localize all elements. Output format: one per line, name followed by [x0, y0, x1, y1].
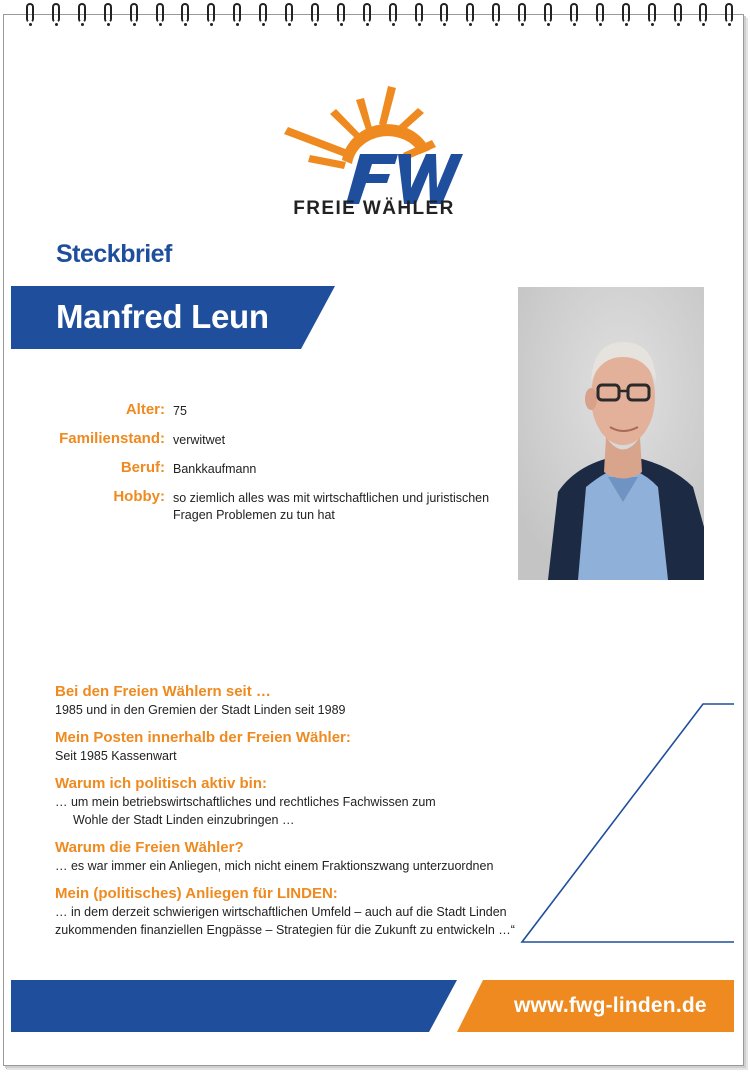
fact-value: Bankkaufmann: [173, 462, 257, 476]
person-name: Manfred Leun: [56, 298, 269, 335]
binding-coil: [285, 3, 293, 23]
answer-line: … um mein betriebswirtschaftliches und rechtliches Fachwissen zum: [55, 795, 436, 809]
binding-coil: [104, 3, 112, 23]
decorative-outline: [518, 700, 738, 950]
website-link[interactable]: www.fwg-linden.de: [514, 994, 707, 1017]
portrait-photo: [518, 287, 704, 580]
binding-coil: [570, 3, 578, 23]
binding-coil: [233, 3, 241, 23]
binding-coil: [544, 3, 552, 23]
binding-coil: [492, 3, 500, 23]
answer: Seit 1985 Kassenwart: [55, 749, 177, 763]
binding-coil: [699, 3, 707, 23]
binding-coil: [259, 3, 267, 23]
binding-coil: [389, 3, 397, 23]
answer-line: … in dem derzeit schwierigen wirtschaftlichen Umfeld – auch auf die Stadt Linden: [55, 905, 507, 919]
fact-value: verwitwet: [173, 433, 226, 447]
spiral-binding: [0, 0, 750, 30]
question: Mein (politisches) Anliegen für LINDEN:: [55, 885, 338, 902]
answer: … es war immer ein Anliegen, mich nicht einem Fraktionszwang unterzuordnen: [55, 859, 494, 873]
binding-coil: [207, 3, 215, 23]
binding-coil: [466, 3, 474, 23]
binding-coil: [674, 3, 682, 23]
answer: [55, 793, 515, 829]
fact-value: [173, 487, 489, 524]
fact-marital-status: [40, 429, 500, 449]
binding-coil: [415, 3, 423, 23]
fact-label: Alter:: [125, 401, 165, 418]
fact-value: 75: [173, 404, 187, 418]
binding-coil: [648, 3, 656, 23]
binding-coil: [622, 3, 630, 23]
profile-facts: [40, 400, 500, 533]
answer-line: zukommenden finanziellen Engpässe – Strategien für die Zukunft zu entwickeln …“: [55, 923, 515, 937]
fact-value-line: so ziemlich alles was mit wirtschaftlichen und juristischen: [173, 491, 490, 505]
binding-coil: [311, 3, 319, 23]
binding-coil: [130, 3, 138, 23]
question: Bei den Freien Wählern seit …: [55, 683, 271, 700]
questionnaire: [55, 682, 515, 939]
binding-coil: [52, 3, 60, 23]
question: Mein Posten innerhalb der Freien Wähler:: [55, 729, 351, 746]
question: Warum ich politisch aktiv bin:: [55, 775, 267, 792]
binding-coil: [440, 3, 448, 23]
binding-coil: [363, 3, 371, 23]
section-title: Steckbrief: [56, 240, 172, 268]
fact-label: Familienstand:: [59, 430, 165, 447]
fact-label: Beruf:: [120, 459, 165, 476]
fact-profession: [40, 458, 500, 478]
answer: 1985 und in den Gremien der Stadt Linden seit 1989: [55, 703, 346, 717]
binding-coil: [26, 3, 34, 23]
fact-age: [40, 400, 500, 420]
fact-value-line: Fragen Problemen zu tun hat: [173, 508, 335, 522]
binding-coil: [518, 3, 526, 23]
answer: [55, 903, 515, 939]
binding-coil: [78, 3, 86, 23]
binding-coil: [156, 3, 164, 23]
fact-hobby: [40, 487, 500, 524]
question: Warum die Freien Wähler?: [55, 839, 244, 856]
binding-coil: [725, 3, 733, 23]
answer-line: Wohle der Stadt Linden einzubringen …: [73, 813, 295, 827]
logo-wordmark: FREIE WÄHLER: [293, 198, 455, 219]
binding-coil: [337, 3, 345, 23]
binding-coil: [596, 3, 604, 23]
fact-label: Hobby:: [113, 488, 165, 505]
binding-coil: [181, 3, 189, 23]
